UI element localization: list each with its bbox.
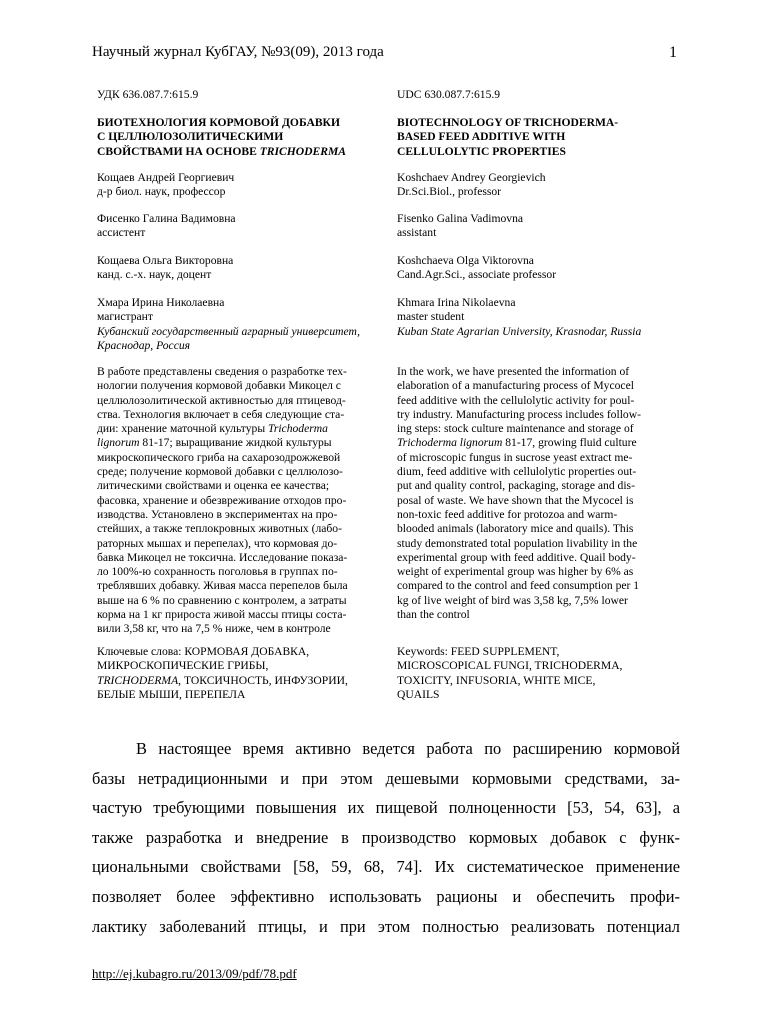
- keywords-line: МИКРОСКОПИЧЕСКИЕ ГРИБЫ,: [97, 659, 269, 673]
- abstract-line: [97, 436, 381, 450]
- abstract-line: weight of experimental group was higher by 6% as: [397, 565, 634, 579]
- title-en: [397, 116, 678, 159]
- author-ru-2: [97, 212, 381, 241]
- abstract-line: elaboration of a manufacturing process of Mycocel: [397, 379, 634, 393]
- abstract-line: compared to the control and feed consumption per 1: [397, 579, 640, 593]
- abstract-line: изводства. Установлено в экспериментах на про-: [97, 507, 338, 521]
- abstract-line: бавка Микоцел не токсична. Исследование показа-: [97, 550, 348, 564]
- title-ru-line: БИОТЕХНОЛОГИЯ КОРМОВОЙ ДОБАВКИ: [97, 116, 340, 129]
- body-paragraph: [92, 734, 680, 941]
- abstract-line: feed additive with the cellulolytic activity for poul-: [397, 393, 635, 407]
- abstract-italic: Trichoderma: [268, 422, 328, 436]
- keywords-line: TOXICITY, INFUSORIA, WHITE MICE,: [397, 673, 596, 687]
- author-en-4: [397, 296, 678, 339]
- abstract-line: In the work, we have presented the information of: [397, 365, 630, 378]
- abstract-line: of microscopic fungus in sucrose yeast extract me-: [397, 450, 633, 464]
- keywords-ru: [97, 645, 381, 702]
- abstract-line: вили 3,58 кг, что на 7,5 % ниже, чем в контроле: [97, 622, 331, 636]
- abstract-line: литическими свойствами и оценка ее качества;: [97, 479, 330, 493]
- abstract-line: blooded animals (laboratory mice and quails). This: [397, 522, 634, 536]
- author-role: магистрант: [97, 310, 153, 324]
- keywords-line: MICROSCOPICAL FUNGI, TRICHODERMA,: [397, 659, 623, 673]
- abstract-line: выше на 6 % по сравнению с контролем, а затраты: [97, 593, 347, 607]
- abstract-italic: Trichoderma lignorum: [397, 436, 503, 450]
- title-en-line: BASED FEED ADDITIVE WITH: [397, 130, 566, 144]
- keywords-line: БЕЛЫЕ МЫШИ, ПЕРЕПЕЛА: [97, 687, 246, 701]
- abstract-line: posal of waste. We have shown that the Mycocel is: [397, 493, 634, 507]
- author-en-1: [397, 171, 678, 200]
- abstract-line: фасовка, хранение и обезвреживание отходов про-: [97, 493, 347, 507]
- keywords-line: [97, 674, 381, 688]
- abstract-line: микроскопического гриба на сахарозодрожжевой: [97, 450, 341, 464]
- body-line: базы нетрадиционными и при этом дешевыми кормовыми средствами, за-: [92, 768, 680, 788]
- abstract-line: [397, 436, 678, 450]
- abstract-text: 81-17, growing fluid culture: [502, 436, 637, 450]
- abstract-line: целлюлозолитической активностью для птицевод-: [97, 393, 346, 407]
- author-ru-3: [97, 254, 381, 283]
- abstract-line: than the control: [397, 608, 470, 622]
- abstract-line: среде; получение кормовой добавки с целлюлозо-: [97, 465, 343, 479]
- title-ru-italic: TRICHODERMA: [259, 144, 347, 158]
- abstract-text: дии: хранение маточной культуры: [97, 422, 269, 436]
- author-role: master student: [397, 310, 465, 324]
- keywords-text: , ТОКСИЧНОСТЬ, ИНФУЗОРИИ,: [178, 673, 348, 687]
- author-name: Фисенко Галина Вадимовна: [97, 212, 236, 225]
- keywords-en: [397, 645, 678, 702]
- keywords-line: Keywords: FEED SUPPLEMENT,: [397, 645, 560, 658]
- author-role: канд. с.-х. наук, доцент: [97, 268, 212, 282]
- title-ru-line: [97, 145, 381, 159]
- title-ru-text: СВОЙСТВАМИ НА ОСНОВЕ: [97, 144, 260, 158]
- author-name: Khmara Irina Nikolaevna: [397, 296, 516, 309]
- abstract-line: корма на 1 кг прироста живой массы птицы соста-: [97, 608, 347, 622]
- abstract-text: 81-17; выращивание жидкой культуры: [139, 436, 332, 450]
- abstract-line: [97, 422, 381, 436]
- keywords-italic: TRICHODERMA: [97, 673, 179, 687]
- page-number: 1: [669, 44, 677, 61]
- author-name: Кощаева Ольга Викторовна: [97, 254, 234, 267]
- abstract-line: dium, feed additive with cellulolytic properties out-: [397, 465, 637, 479]
- author-name: Хмара Ирина Николаевна: [97, 296, 225, 309]
- abstract-line: ло 100%-ю сохранность поголовья в группах по-: [97, 565, 338, 579]
- affiliation-ru: Кубанский государственный аграрный университет,: [97, 324, 361, 338]
- abstract-line: треблявших добавку. Живая масса перепелов была: [97, 579, 348, 593]
- udc-en: UDC 630.087.7:615.9: [397, 88, 501, 101]
- abstract-line: стейших, а также теплокровных животных (лабо-: [97, 522, 342, 536]
- author-role: Dr.Sci.Biol., professor: [397, 185, 502, 199]
- abstract-line: non-toxic feed additive for protozoa and warm-: [397, 507, 618, 521]
- author-ru-1: [97, 171, 381, 200]
- body-line: частую требующими повышения их пищевой полноценности [53, 54, 63], а: [92, 798, 680, 818]
- keywords-line: Ключевые слова: КОРМОВАЯ ДОБАВКА,: [97, 645, 310, 658]
- title-ru: [97, 116, 381, 159]
- udc-ru: УДК 636.087.7:615.9: [97, 88, 199, 101]
- affiliation-ru: Краснодар, Россия: [97, 338, 191, 352]
- body-line: В настоящее время активно ведется работа по расширению кормовой: [136, 739, 680, 758]
- author-role: д-р биол. наук, профессор: [97, 185, 226, 199]
- title-en-line: BIOTECHNOLOGY OF TRICHODERMA-: [397, 116, 619, 129]
- author-name: Кощаев Андрей Георгиевич: [97, 171, 235, 184]
- abstract-ru: [97, 365, 381, 637]
- abstract-italic: lignorum: [97, 436, 140, 450]
- abstract-line: ing steps: stock culture maintenance and storage of: [397, 422, 634, 436]
- abstract-line: раторных мышах и перепелах), что кормовая до-: [97, 536, 338, 550]
- footer-link[interactable]: http://ej.kubagro.ru/2013/09/pdf/78.pdf: [92, 966, 297, 981]
- journal-header: Научный журнал КубГАУ, №93(09), 2013 года: [92, 44, 384, 60]
- author-name: Koshchaeva Olga Viktorovna: [397, 254, 534, 267]
- abstract-line: study demonstrated total population livability in the: [397, 536, 638, 550]
- title-ru-line: С ЦЕЛЛЮЛОЗОЛИТИЧЕСКИМИ: [97, 130, 284, 144]
- abstract-line: experimental group with feed additive. Quail body-: [397, 550, 636, 564]
- author-en-2: [397, 212, 678, 241]
- abstract-line: ства. Технология включает в себя следующие ста-: [97, 407, 345, 421]
- abstract-line: В работе представлены сведения о разработке тех-: [97, 365, 347, 378]
- abstract-en: [397, 365, 678, 622]
- body-line: также разработка и внедрение в производство кормовых добавок с функ-: [92, 827, 680, 847]
- body-line: позволяет более эффективно использовать рационы и обеспечить профи-: [92, 886, 680, 906]
- author-role: assistant: [397, 226, 437, 240]
- author-role: ассистент: [97, 226, 146, 240]
- author-en-3: [397, 254, 678, 283]
- abstract-line: kg of live weight of bird was 3,58 kg, 7,5% lower: [397, 593, 628, 607]
- abstract-line: try industry. Manufacturing process includes follow-: [397, 407, 641, 421]
- keywords-line: QUAILS: [397, 687, 440, 701]
- author-role: Cand.Agr.Sci., associate professor: [397, 268, 557, 282]
- abstract-line: нологии получения кормовой добавки Микоцел с: [97, 379, 341, 393]
- body-line: циональными свойствами [58, 59, 68, 74]. Их систематическое применение: [92, 857, 680, 877]
- author-name: Fisenko Galina Vadimovna: [397, 212, 524, 225]
- author-ru-4: [97, 296, 381, 353]
- body-line: лактику заболеваний птицы, и при этом полностью реализовать потенциал: [92, 916, 680, 936]
- author-name: Koshchaev Andrey Georgievich: [397, 171, 546, 184]
- title-en-line: CELLULOLYTIC PROPERTIES: [397, 144, 566, 158]
- affiliation-en: Kuban State Agrarian University, Krasnodar, Russia: [397, 324, 642, 338]
- abstract-line: put and quality control, packaging, storage and dis-: [397, 479, 635, 493]
